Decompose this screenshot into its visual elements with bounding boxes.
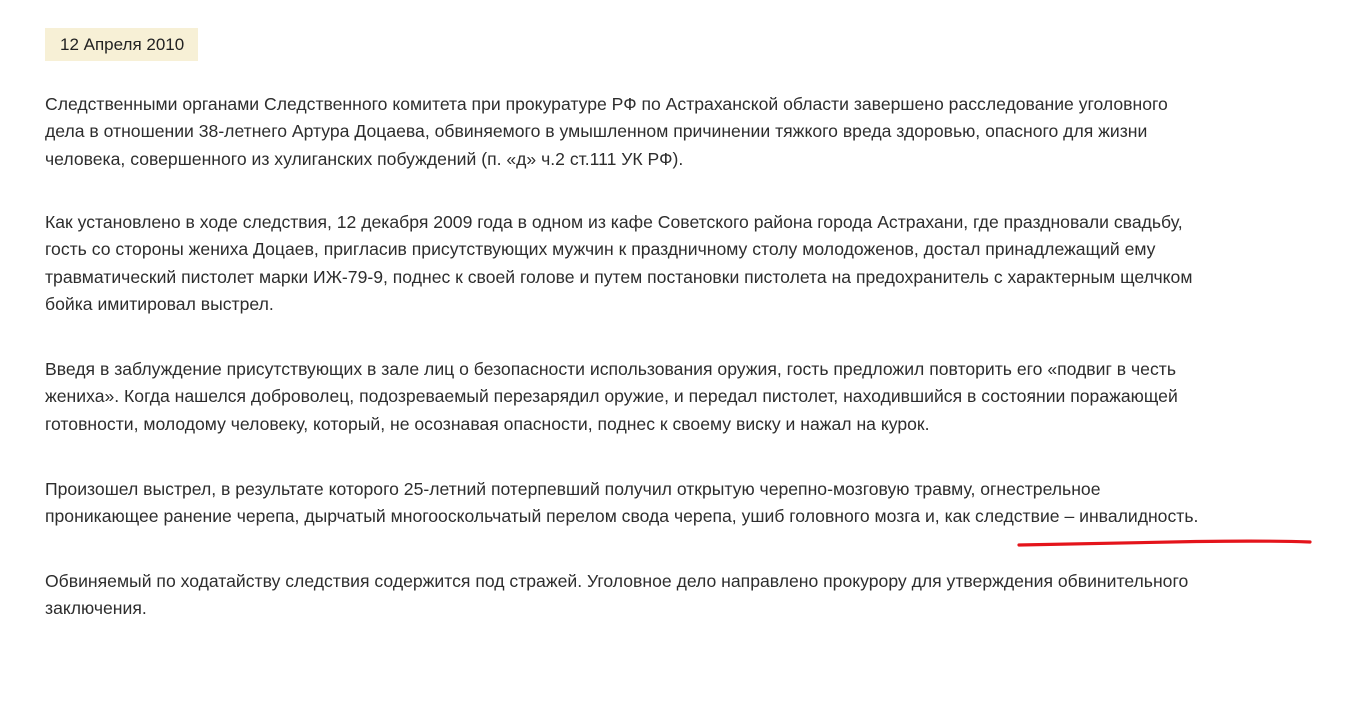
paragraph-line: травматический пистолет марки ИЖ-79-9, поднес к своей голове и путем постановки пистолета на предохранитель с характерным щелчком xyxy=(45,266,1193,287)
paragraph-line: Введя в заблуждение присутствующих в зале лиц о безопасности использования оружия, гость предложил повторить его «подвиг в честь xyxy=(45,359,1176,379)
red-underline-annotation xyxy=(1017,536,1313,550)
paragraph-line: проникающее ранение черепа, дырчатый многооскольчатый перелом свода черепа, ушиб головного мозга и, как следствие – инвалидность. xyxy=(45,506,1199,527)
article-paragraph-3 xyxy=(45,356,1317,438)
article-paragraph-4 xyxy=(45,476,1317,531)
paragraph-line: Обвиняемый по ходатайству следствия содержится под стражей. Уголовное дело направлено прокурору для утверждения обвинительного xyxy=(45,571,1189,591)
article-paragraph-5 xyxy=(45,568,1317,623)
paragraph-line: дела в отношении 38-летнего Артура Доцаева, обвиняемого в умышленном причинении тяжкого вреда здоровью, опасного для жизни xyxy=(45,121,1148,142)
article-paragraph-1 xyxy=(45,91,1317,173)
paragraph-line: Как установлено в ходе следствия, 12 декабря 2009 года в одном из кафе Советского района города Астрахани, где праздновали свадьбу, xyxy=(45,212,1183,232)
paragraph-line: Произошел выстрел, в результате которого 25-летний потерпевший получил открытую черепно-мозговую травму, огнестрельное xyxy=(45,479,1101,499)
paragraph-line: человека, совершенного из хулиганских побуждений (п. «д» ч.2 ст.111 УК РФ). xyxy=(45,148,684,169)
paragraph-line: гость со стороны жениха Доцаев, пригласив присутствующих мужчин к праздничному столу молодоженов, достал принадлежащий ему xyxy=(45,239,1156,260)
article-date: 12 Апреля 2010 xyxy=(45,28,198,61)
paragraph-line: готовности, молодому человеку, который, не осознавая опасности, поднес к своему виску и нажал на курок. xyxy=(45,413,930,434)
paragraph-line: Следственными органами Следственного комитета при прокуратуре РФ по Астраханской области завершено расследование уголовного xyxy=(45,94,1168,114)
paragraph-line: бойка имитировал выстрел. xyxy=(45,293,274,314)
paragraph-line: заключения. xyxy=(45,598,147,619)
paragraph-line: жениха». Когда нашелся доброволец, подозреваемый перезарядил оружие, и передал пистолет, находившийся в состоянии поражающей xyxy=(45,386,1178,407)
article-paragraph-2 xyxy=(45,209,1317,318)
